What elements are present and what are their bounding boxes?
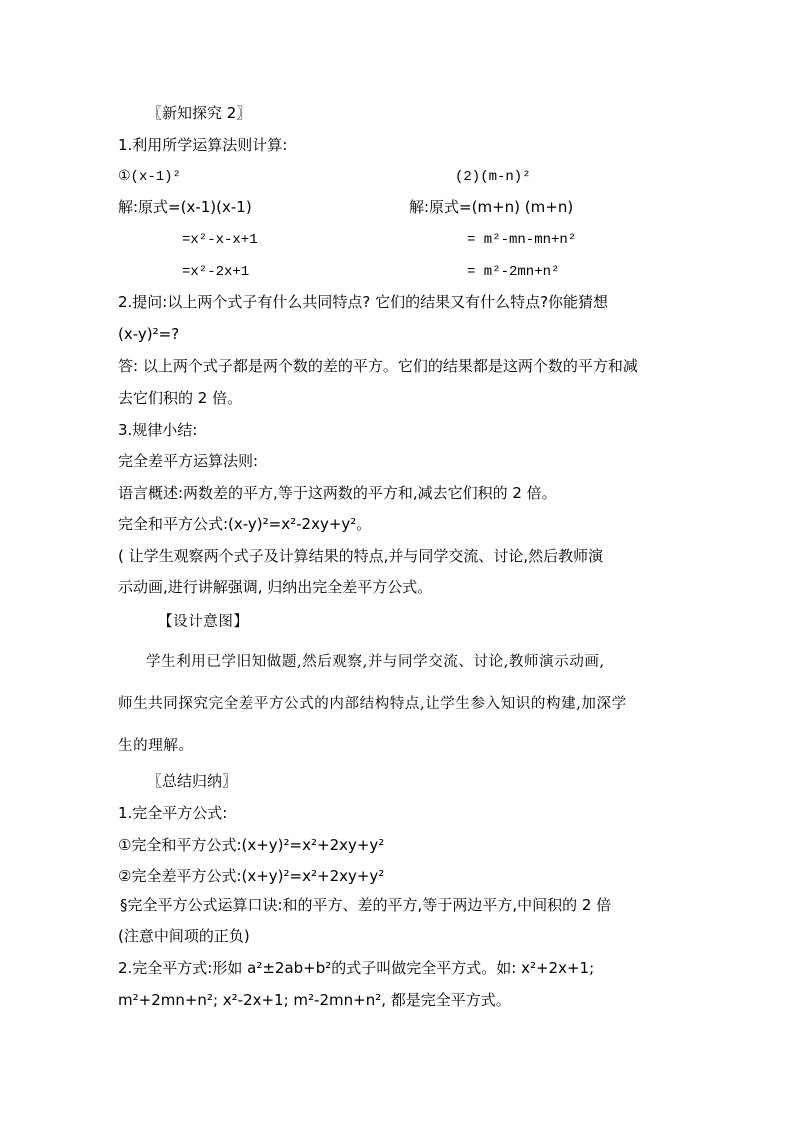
summary-item-1: 1.完全平方公式: xyxy=(118,804,228,822)
summary-item-2-line-2: m²+2mn+n²; x²-2x+1; m²-2mn+n², 都是完全平方式。 xyxy=(118,991,511,1009)
summary-formula-1: ①完全和平方公式:(x+y)²=x²+2xy+y² xyxy=(118,836,385,854)
answer-line-1: 答: 以上两个式子都是两个数的差的平方。它们的结果都是这两个数的平方和减 xyxy=(118,357,638,375)
solution-b-line-2: = m²-mn-mn+n² xyxy=(467,232,577,248)
mnemonic-line-1: §完全平方公式运算口诀:和的平方、差的平方,等于两边平方,中间积的 2 倍 xyxy=(120,896,612,914)
item-3-text: 3.规律小结: xyxy=(118,421,198,439)
design-heading: 【设计意图】 xyxy=(158,614,249,630)
problem-a: ①(x-1)² xyxy=(118,169,181,185)
item-2-question-line-2: (x-y)²=? xyxy=(118,325,180,343)
problem-b: (2)(m-n)² xyxy=(455,169,531,185)
rule-text: 语言概述:两数差的平方,等于这两数的平方和,减去它们积的 2 倍。 xyxy=(118,484,557,502)
solution-b-line-3: = m²-2mn+n² xyxy=(467,264,560,280)
solution-a-line-2: =x²-x-x+1 xyxy=(182,232,258,248)
solution-b-line-1: 解:原式=(m+n) (m+n) xyxy=(409,198,574,216)
answer-line-2: 去它们积的 2 倍。 xyxy=(118,389,243,407)
section-heading-new-knowledge: 〖新知探究 2〗 xyxy=(147,104,252,122)
rule-title: 完全差平方运算法则: xyxy=(118,452,259,470)
design-line-3: 生的理解。 xyxy=(118,738,194,754)
note-line-2: 示动画,进行讲解强调, 归纳出完全差平方公式。 xyxy=(118,578,433,596)
item-1-text: 1.利用所学运算法则计算: xyxy=(118,136,288,154)
solution-a-line-1: 解:原式=(x-1)(x-1) xyxy=(118,198,252,216)
design-line-2: 师生共同探究完全差平方公式的内部结构特点,让学生参入知识的构建,加深学 xyxy=(118,696,627,712)
note-line-1: ( 让学生观察两个式子及计算结果的特点,并与同学交流、讨论,然后教师演 xyxy=(118,547,604,565)
formula-text: 完全和平方公式:(x-y)²=x²-2xy+y²。 xyxy=(118,515,372,533)
solution-a-line-3: =x²-2x+1 xyxy=(182,264,250,280)
summary-heading: 〖总结归纳〗 xyxy=(147,772,238,790)
mnemonic-line-2: (注意中间项的正负) xyxy=(118,927,250,945)
summary-item-2-line-1: 2.完全平方式:形如 a²±2ab+b²的式子叫做完全平方式。如: x²+2x+1; xyxy=(118,959,595,977)
summary-formula-2: ②完全差平方公式:(x+y)²=x²+2xy+y² xyxy=(118,867,385,885)
item-2-question-line-1: 2.提问:以上两个式子有什么共同特点? 它们的结果又有什么特点?你能猜想 xyxy=(118,293,609,311)
design-line-1: 学生利用已学旧知做题,然后观察,并与同学交流、讨论,教师演示动画, xyxy=(146,654,605,670)
